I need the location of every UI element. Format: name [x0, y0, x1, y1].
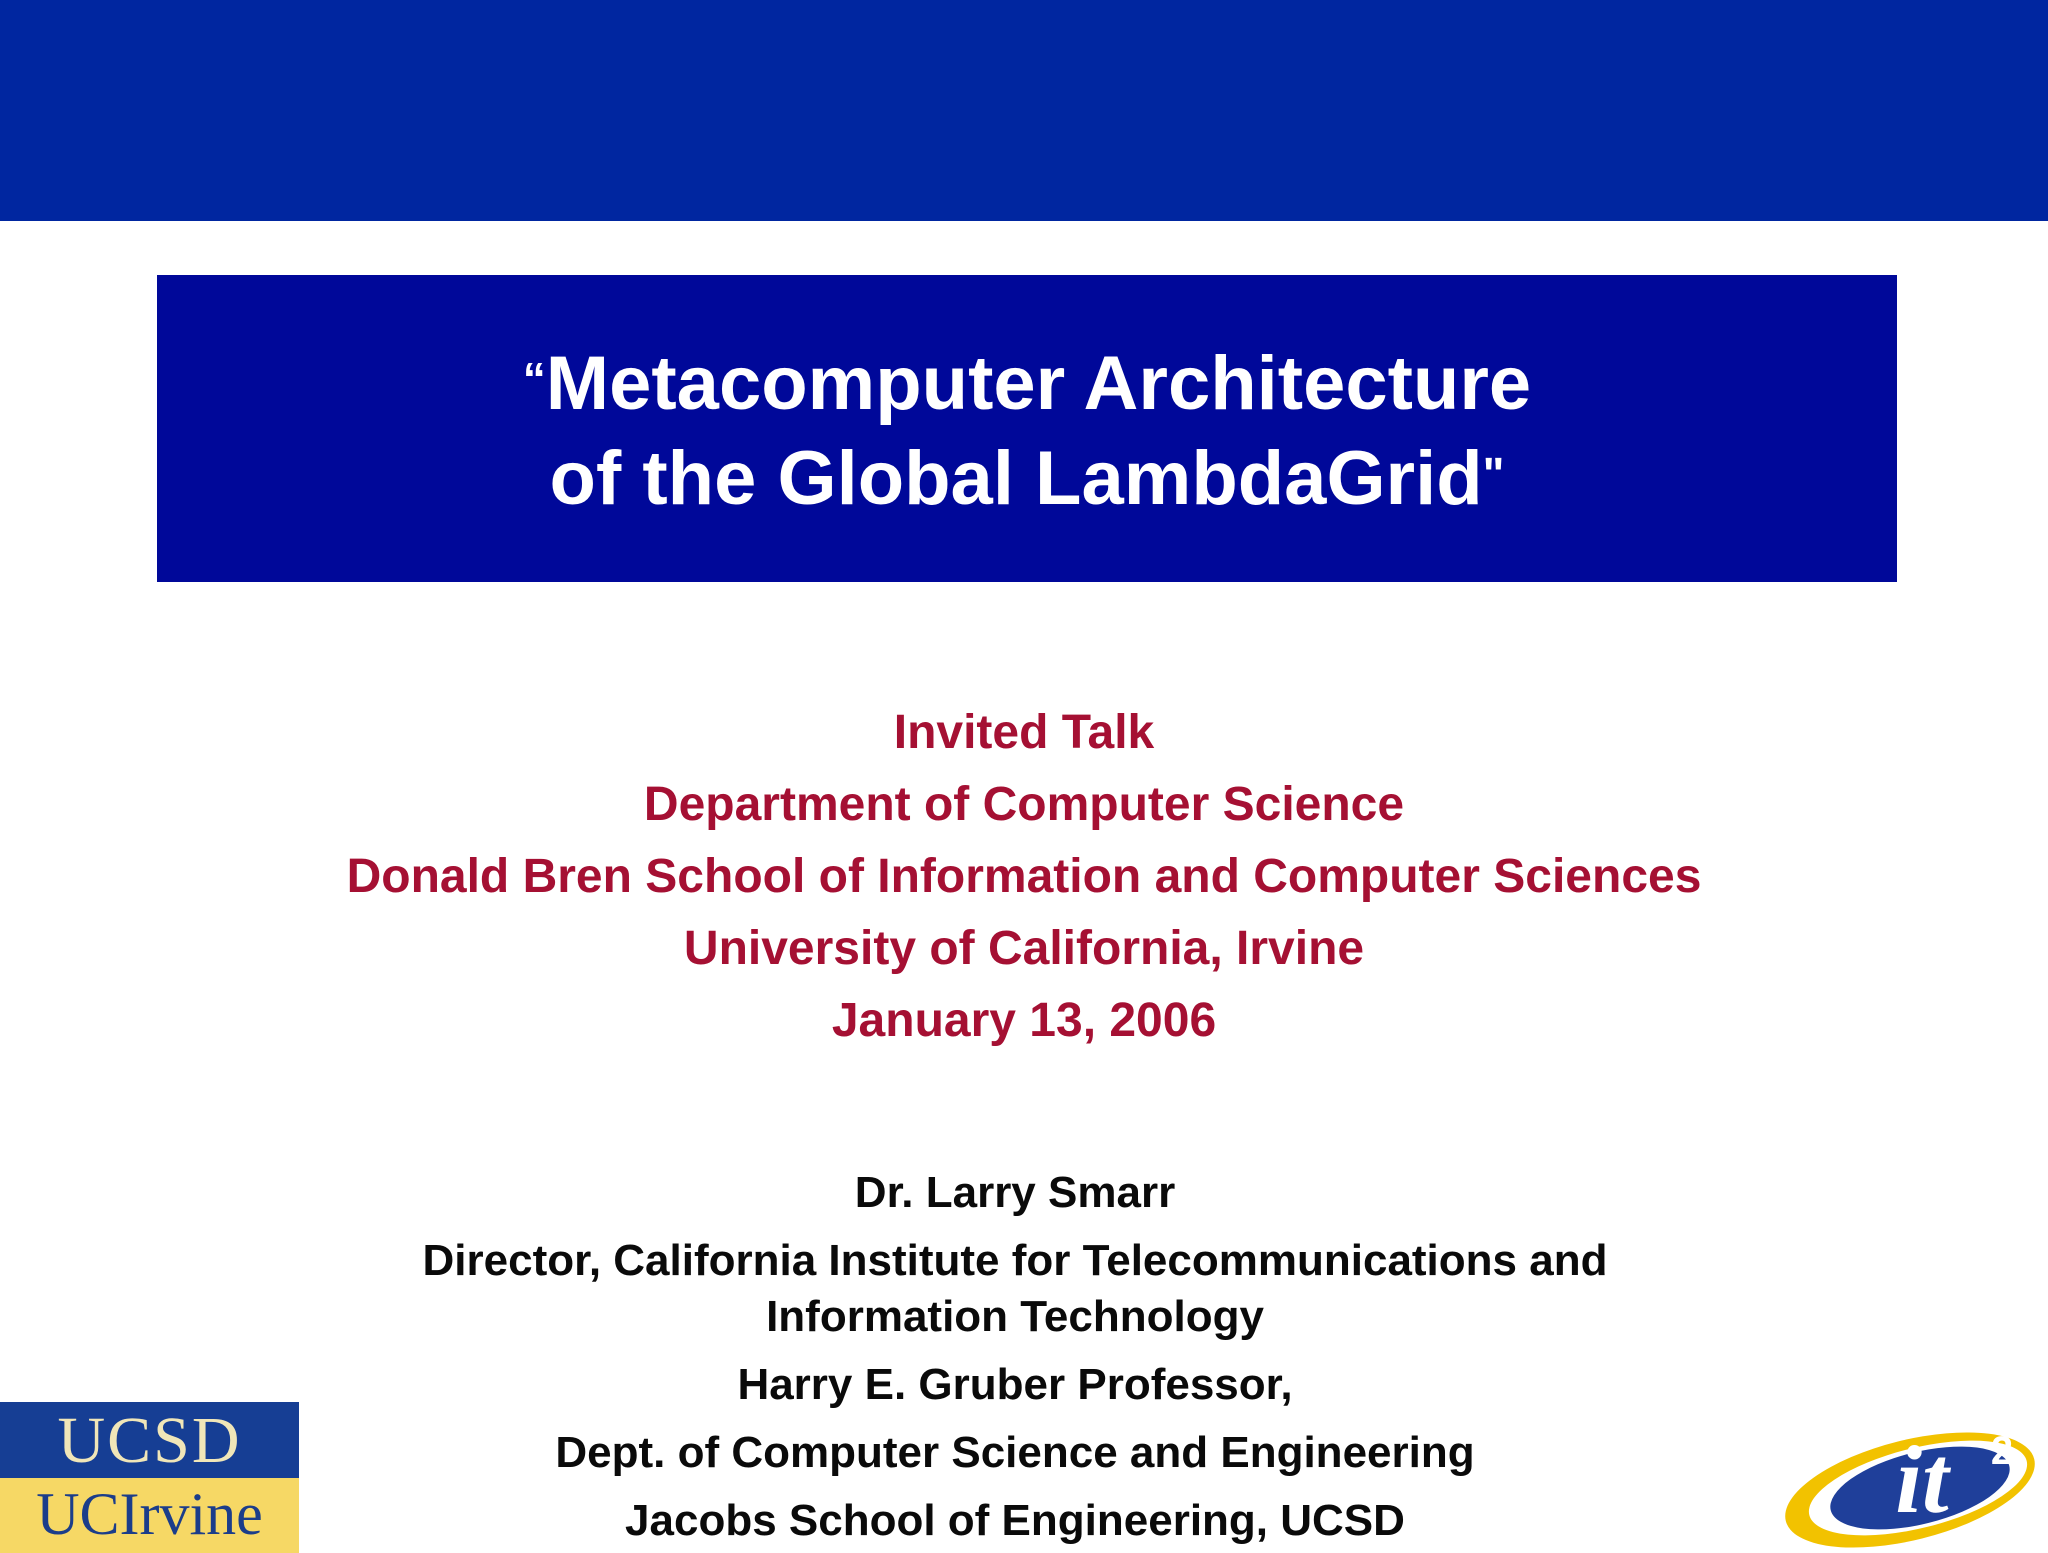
it2-logo-superscript: 2	[1990, 1429, 2014, 1473]
slide-title	[523, 334, 1531, 524]
uci-wordmark: UCIrvine	[0, 1478, 299, 1553]
event-university: University of California, Irvine	[683, 922, 1365, 975]
speaker-name: Dr. Larry Smarr	[854, 1168, 1176, 1217]
event-department: Department of Computer Science	[643, 778, 1405, 831]
title-line-2-text: of the Global LambdaGrid	[549, 435, 1483, 521]
title-line-2	[523, 429, 1531, 524]
it2-logo	[1770, 1408, 2048, 1553]
title-box	[157, 275, 1897, 582]
event-school: Donald Bren School of Information and Computer Sciences	[346, 850, 1702, 903]
speaker-role-director: Director, California Institute for Telecommunications and Information Technology	[422, 1236, 1608, 1341]
title-open-quote: “	[522, 352, 546, 405]
title-close-quote: "	[1482, 447, 1505, 500]
speaker-role-school: Jacobs School of Engineering, UCSD	[625, 1496, 1405, 1545]
header-band	[0, 0, 2048, 221]
title-line-1-text: Metacomputer Architecture	[545, 340, 1532, 426]
speaker-info	[340, 1165, 1690, 1549]
it2-logo-text: it	[1895, 1426, 1949, 1533]
title-line-1	[523, 334, 1531, 429]
speaker-role-department: Dept. of Computer Science and Engineering	[555, 1428, 1475, 1477]
event-date: January 13, 2006	[831, 994, 1217, 1047]
event-info	[0, 697, 2048, 1057]
event-type: Invited Talk	[893, 706, 1155, 759]
speaker-role-professor: Harry E. Gruber Professor,	[737, 1360, 1293, 1409]
ucsd-wordmark: UCSD	[0, 1402, 299, 1478]
ucsd-uci-logo	[0, 1402, 299, 1553]
